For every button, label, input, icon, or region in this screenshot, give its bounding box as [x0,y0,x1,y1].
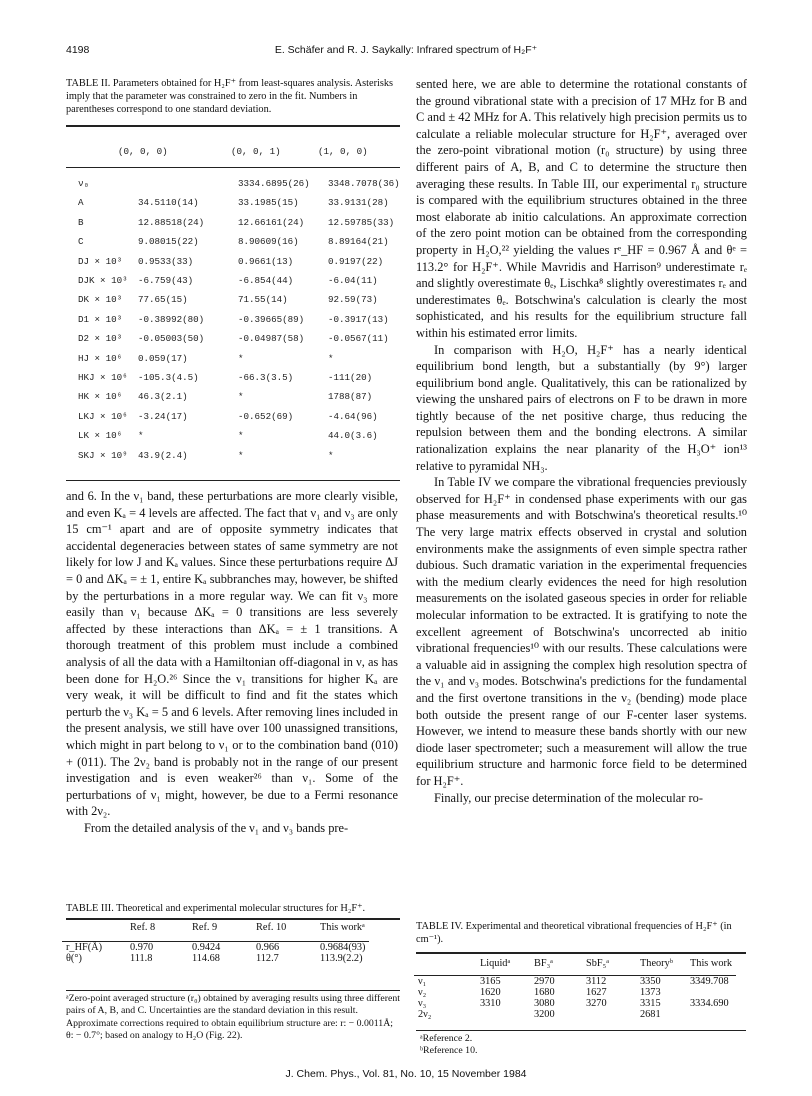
table2-value-cell: 12.66161(24) [238,216,305,228]
table-row [66,197,400,211]
table4-cell: 3165 [480,975,501,987]
table4-cell: ν₁ [418,975,427,987]
table2-param-cell: C [78,236,84,248]
right-paragraph-4: Finally, our precise determination of the molecular ro- [434,790,703,805]
page-footer: J. Chem. Phys., Vol. 81, No. 10, 15 November 1984 [285,1068,527,1080]
table2-param-cell: D2 × 10³ [78,333,123,345]
table2-param-cell: HK × 10⁶ [78,391,123,403]
table2-value-cell: * [238,352,244,364]
table3-cell: 0.966 [256,941,280,953]
table2-value-cell: -6.759(43) [138,275,194,286]
table2-value-cell: -0.0567(11) [328,333,389,345]
left-paragraph-1: and 6. In the ν₁ band, these perturbations are more clearly visible, and even Kₐ = 4 levels are affected. The fact that ν₁ and ν₃ are only 15 cm⁻¹ apart and are of opposite symmetry indicates that accidental degeneracies between states of same symmetry are not likely for low J and Kₐ values. Since these perturbations require ΔJ = 0 and ΔKₐ = ± 1, entire Kₐ subbranches may, however, be shifted by the perturbations in a more regular way. We can fit ν₃ more easily than ν₁ because ΔKₐ = 0 transitions are less severely affected by these interactions than ΔKₐ = ± 1 transitions. A thorough treatment of this problem must include a combined analysis of all the data with a Hamiltonian off-diagonal in ν, as has been done for H₂O.²⁶ Since the ν₁ transitions for higher Kₐ are very weak, it will be difficult to find and fit the states which perturb the ν₃ Kₐ = 5 and 6 levels. After removing lines included in the present analysis, we still have over 100 unassigned transitions, which might in part belong to ν₁ or to the combination band (010) + (011). The 2ν₂ band is probably not in the range of our present investigation and is even weaker²⁶ than ν₁. Some of the perturbations of ν₁ might, however, be due to a Fermi resonance with 2ν₂. [66,489,398,819]
table2-value-cell: * [328,352,334,364]
table2-value-cell: * [238,430,244,442]
table2-bottom-rule [66,480,400,481]
table4-cell: 3349.708 [690,975,729,987]
table2-param-cell: SKJ × 10⁹ [78,449,128,461]
table4-cell: 3080 [534,997,555,1009]
table4-footnote-b: ᵇReference 10. [420,1045,478,1057]
table4-header-cell: Liquidᵃ [480,958,511,969]
table4-cell [686,1009,736,1020]
table3 [62,922,369,964]
table4-cell: 3310 [480,997,501,1009]
table2-value-cell: * [138,430,144,442]
table-row [66,217,400,231]
table2-value-cell: 44.0(3.6) [328,430,378,442]
table2-param-cell: D1 × 10³ [78,313,123,325]
table-row [66,236,400,250]
table4-cell [582,1009,636,1020]
table4-bottom-rule [416,1030,746,1031]
table3-cell: 0.9684(93) [320,941,366,953]
table4-cell [686,987,736,998]
table4-header-cell: This work [690,958,733,969]
table2-param-cell: ν₀ [78,178,90,189]
table2-caption: TABLE II. Parameters obtained for H₂F⁺ from least-squares analysis. Asterisks imply that the parameter was constrained to zero in the fit. Numbers in parentheses correspond to one standard deviation. [66,78,394,115]
table4-header-cell: Theoryᵇ [640,958,673,969]
table-row [66,450,400,464]
table-row [66,372,400,386]
table2-value-cell: -0.04987(58) [238,333,305,345]
right-paragraph-1: sented here, we are able to determine the rotational constants of the ground vibrational state with a precision of 17 MHz for B and C and ± 42 MHz for A. This relatively high precision permits us to calculate a reliable molecular structure for H₂F⁺, averaged over the zero-point vibrational motion (r₀ structure) by using three different pairs of A, B, and C to determine the structure then averaging these results. In Table III, our experimental r₀ structure is compared with the equilibrium structures obtained in the three most elaborate ab initio calculations. An approximate correction of the zero point motion can be obtained from the corresponding property in H₂O,²² yielding the values rᵉ_HF = 0.967 Å and θᵉ = 113.2° for H₂F⁺. While Mavridis and Harrison⁹ underestimate rₑ and slightly overestimate θₑ, Lischka⁸ slightly overestimates rₑ and underestimates θₑ. Botschwina's calculation is clearly the most sophisticated, and his results for the equilibrium structure fall within his estimated error limits. [416,77,747,340]
table2-value-cell: 33.9131(28) [328,197,389,209]
table4-cell: 1373 [640,986,661,998]
table3-bottom-rule [66,990,400,991]
table2-value-cell: 77.65(15) [138,294,188,306]
table2-value-cell: 9.08015(22) [138,236,199,248]
table2-value-cell: -0.3917(13) [328,313,389,325]
table2-value-cell: 8.90609(16) [238,236,299,248]
table2-value-cell: 71.55(14) [238,294,288,306]
table3-cell: 112.7 [256,952,279,964]
table-row [414,975,736,987]
table4-caption: TABLE IV. Experimental and theoretical vibrational frequencies of H₂F⁺ (in cm⁻¹). [416,921,732,945]
table2-value-cell: 33.1985(15) [238,197,299,209]
table-row [414,987,736,998]
table2-col-100: (1, 0, 0) [318,146,368,157]
table2-param-cell: LK × 10⁶ [78,430,123,442]
table2-value-cell: -0.05003(50) [138,333,205,345]
table4-footnotes [420,1033,740,1058]
table4-header-cell [414,958,476,969]
table3-header-cell: Ref. 9 [192,922,218,933]
table-row [66,178,400,192]
table3-caption: TABLE III. Theoretical and experimental molecular structures for H₂F⁺. [66,903,366,914]
table4-cell: 3270 [586,997,607,1009]
table-row [66,353,400,367]
table2-value-cell: -0.39665(89) [238,313,305,325]
table-row [66,294,400,308]
table2-value-cell: -0.38992(80) [138,313,205,325]
table4-cell: 1627 [586,986,607,998]
table2-value-cell: 0.9661(13) [238,255,294,267]
left-column-text [66,488,398,836]
table4-header-cell: BF₃ᵃ [534,958,553,969]
table2-col-000: (0, 0, 0) [118,146,168,157]
table4-cell: ν₃ [418,997,427,1009]
table3-cell: θ(°) [66,952,82,964]
table2-value-cell: 43.9(2.4) [138,449,188,461]
table2-value-cell: -66.3(3.5) [238,372,294,383]
table3-cell: 0.9424 [192,941,221,953]
table-row [66,333,400,347]
table4-cell: 3334.690 [690,997,729,1009]
table4-cell: 1620 [480,986,501,998]
table2-top-rule [66,125,400,127]
table2-param-cell: A [78,197,84,209]
table2-header-rule [66,167,400,168]
table2-value-cell: 34.5110(14) [138,197,199,209]
table2-param-cell: DJ × 10³ [78,255,123,267]
table3-cell: 114.68 [192,952,220,964]
table4 [414,958,736,1020]
right-paragraph-3: In Table IV we compare the vibrational frequencies previously observed for H₂F⁺ in condensed phase experiments with our gas phase measurements and with Botschwina's theoretical results.¹⁰ The very large matrix effects observed in crystal and solution environments make the assignments of even simple spectra rather dubious. Such dramatic variation in the experimental frequencies with the medium clearly evidences the need for high resolution measurements on the isolated gaseous species in order for reliable molecular information to be extracted. It is gratifying to note the excellent agreement of Botschwina's uncorrected ab initio vibrational frequencies¹⁰ with our results. These calculations were a valuable aid in assigning the complex high resolution spectra of the ν₁ and ν₃ modes. Botschwina's predictions for the fundamental and the first overtone transitions in the ν₂ (bending) mode place both outside the present range of our F-center laser systems. However, we intend to measure these bands shortly with our new diode laser spectrometer; such a measurement will allow the true equilibrium structure and harmonic force field to be determined for H₂F⁺. [416,475,747,788]
table2-param-cell: DK × 10³ [78,294,123,306]
table2-value-cell: 8.89164(21) [328,236,389,248]
table3-cell: 111.8 [130,952,153,964]
table-row [66,411,400,425]
table3-header-row [62,922,369,933]
table-row [66,314,400,328]
table-row [66,256,400,270]
table2-param-cell: LKJ × 10⁶ [78,410,128,422]
table2-value-cell: * [238,391,244,403]
table2-value-cell: 12.88518(24) [138,216,205,228]
table2-value-cell: 3334.6895(26) [238,178,310,189]
page-number: 4198 [66,44,90,56]
table2-param-cell: HKJ × 10⁶ [78,372,128,383]
table4-cell: 3315 [640,997,661,1009]
table4-cell [476,1009,530,1020]
left-paragraph-2: From the detailed analysis of the ν₁ and ν₃ bands pre- [84,820,349,835]
table3-top-rule [66,918,400,920]
table2-value-cell: -3.24(17) [138,410,188,422]
table2-value-cell: -6.854(44) [238,275,294,286]
table4-cell: 3350 [640,975,661,987]
table2-value-cell: * [238,449,244,461]
table-row [62,941,369,953]
table2-param-cell: DJK × 10³ [78,275,128,286]
table2-col-001: (0, 0, 1) [231,146,281,157]
table-row [414,998,736,1009]
table4-cell: 2970 [534,975,555,987]
table3-cell: r_HF(Å) [66,941,103,953]
table2-header-row [66,146,400,160]
table4-cell: 1680 [534,986,555,998]
table4-header-row [414,958,736,969]
table2-param-cell: B [78,216,84,228]
table4-cell: 2ν₂ [418,1008,432,1020]
table2-param-cell: HJ × 10⁶ [78,352,123,364]
table2-value-cell: 0.9533(33) [138,255,194,267]
table3-cell: 0.970 [130,941,154,953]
running-title: E. Schäfer and R. J. Saykally: Infrared spectrum of H₂F⁺ [274,44,538,56]
table4-header-cell: SbF₅ᵃ [586,958,610,969]
table4-cell: ν₂ [418,986,427,998]
table2-value-cell: 0.9197(22) [328,255,384,267]
right-column-text [416,76,747,806]
right-paragraph-2: In comparison with H₂O, H₂F⁺ has a nearly identical equilibrium bond length, but a substantially (by 9°) larger equilibrium bond angle. Qualitatively, this can be rationalized by viewing the unshared pairs of electrons on F to be drawn in more tightly because of the net positive charge, thus reducing the repulsion between them and the bonding electrons. A similar rationalization explains the near planarity of the H₃O⁺ ion¹³ relative to pyramidal NH₃. [416,342,747,473]
table3-header-cell: This workᵃ [320,922,365,933]
table-row [66,430,400,444]
table3-cell: 113.9(2.2) [320,952,363,964]
table2-value-cell: 3348.7078(36) [328,178,400,189]
table2-value-cell: -105.3(4.5) [138,372,199,383]
table4-cell: 3112 [586,975,607,987]
table4-cell: 2681 [640,1008,661,1020]
table2-value-cell: -6.04(11) [328,275,378,286]
table2-value-cell: -111(20) [328,372,373,383]
table-row [62,953,369,964]
table2-value-cell: -4.64(96) [328,410,378,422]
table3-header-cell [62,922,126,933]
table4-top-rule [416,952,746,954]
table2-value-cell: 1788(87) [328,391,373,403]
table-row [414,1009,736,1020]
table2-body [66,178,400,498]
table2-value-cell: 0.059(17) [138,352,188,364]
table2-value-cell: 46.3(2.1) [138,391,188,403]
table-row [66,391,400,405]
table4-cell: 3200 [534,1008,555,1020]
table2-value-cell: * [328,449,334,461]
table4-footnote-a: ᵃReference 2. [420,1033,473,1044]
table2-value-cell: 12.59785(33) [328,216,395,228]
table2-value-cell: -0.652(69) [238,410,294,422]
table3-header-cell: Ref. 8 [130,922,156,933]
table2-value-cell: 92.59(73) [328,294,378,306]
table3-footnote: ᵃZero-point averaged structure (r₀) obtained by averaging results using three different pairs of A, B, and C. Uncertainties are the standard deviation in this result. Approximate corrections required to obtain equilibrium structure are: r: − 0.0011Å; θ: − 0.7°; based on analogy to H₂O (Fig. 22). [66,993,400,1042]
table-row [66,275,400,289]
table3-header-cell: Ref. 10 [256,922,287,933]
